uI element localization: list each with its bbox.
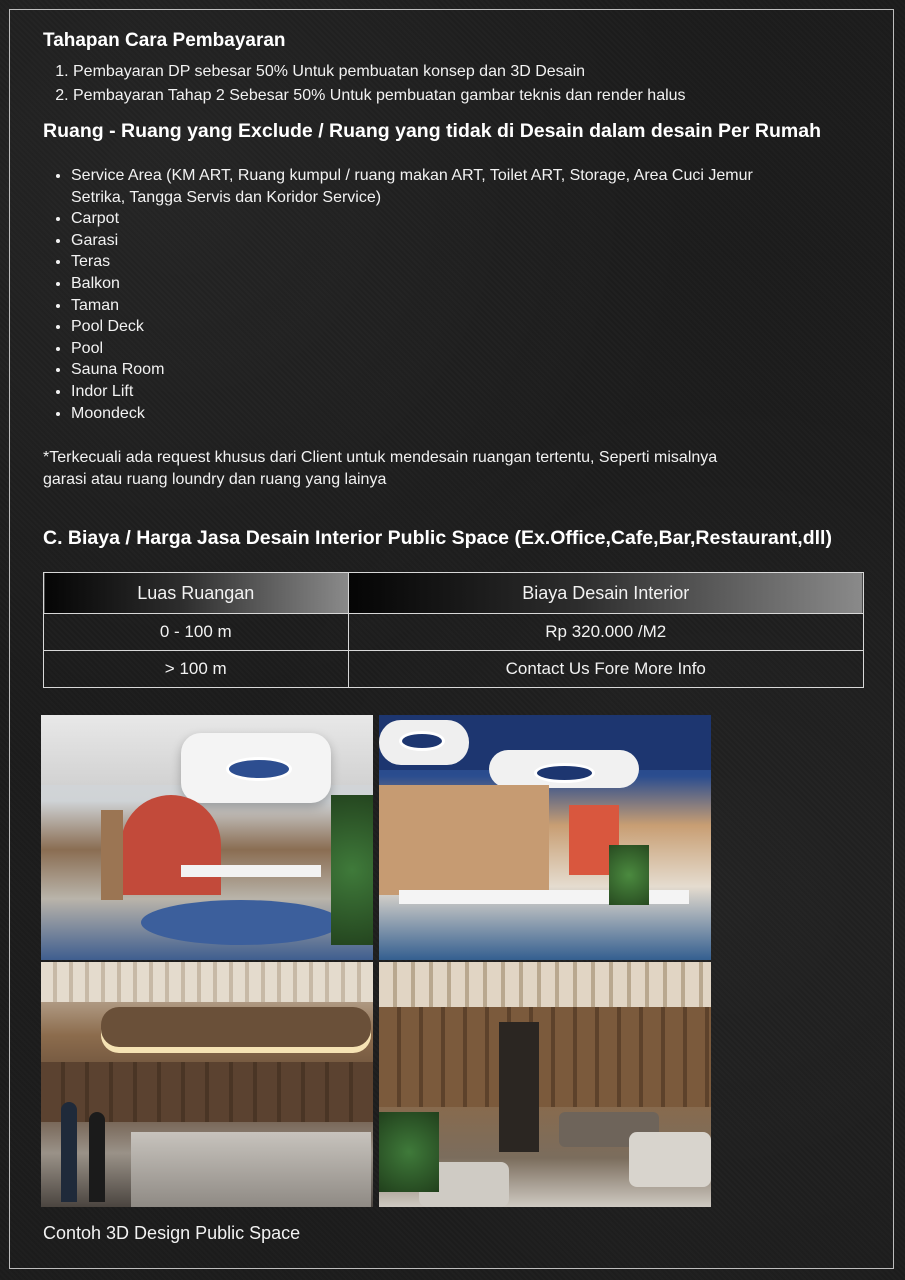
exception-note: *Terkecuali ada request khusus dari Client untuk mendesain ruangan tertentu, Seperti misalnya garasi atau ruang loundry dan ruang yang lainya	[43, 449, 718, 489]
excluded-room: • Balkon	[71, 273, 873, 295]
payment-step: 2. Pembayaran Tahap 2 Sebesar 50% Untuk pembuatan gambar teknis dan render halus	[73, 84, 873, 108]
header-fee: Biaya Desain Interior	[348, 573, 863, 614]
office-render-image	[379, 715, 711, 960]
cell-area: 0 - 100 m	[44, 614, 349, 651]
excluded-rooms-list	[43, 165, 873, 424]
excluded-room: • Teras	[71, 251, 873, 273]
excluded-title: Ruang - Ruang yang Exclude / Ruang yang tidak di Desain dalam desain Per Rumah	[43, 120, 822, 142]
excluded-room: • Garasi	[71, 230, 873, 252]
public-space-title: C. Biaya / Harga Jasa Desain Interior Public Space (Ex.Office,Cafe,Bar,Restaurant,dll)	[43, 527, 832, 550]
excluded-room: • Pool	[71, 338, 873, 360]
cell-fee: Contact Us Fore More Info	[348, 651, 863, 688]
excluded-room: • Pool Deck	[71, 316, 873, 338]
cell-area: > 100 m	[44, 651, 349, 688]
render-gallery	[41, 715, 713, 1209]
header-area: Luas Ruangan	[44, 573, 349, 614]
table-row	[44, 614, 864, 651]
excluded-room: • Indor Lift	[71, 381, 873, 403]
cell-fee: Rp 320.000 /M2	[348, 614, 863, 651]
price-table	[43, 572, 864, 688]
table-row	[44, 651, 864, 688]
gallery-caption: Contoh 3D Design Public Space	[43, 1223, 301, 1243]
cafe-render-image	[41, 962, 373, 1207]
excluded-room: • Sauna Room	[71, 359, 873, 381]
excluded-room: • Taman	[71, 295, 873, 317]
main-content	[43, 30, 873, 688]
excluded-room: • Service Area (KM ART, Ruang kumpul / ruang makan ART, Toilet ART, Storage, Area Cuci Jemur Setrika, Tangga Servis dan Koridor Service)	[71, 165, 771, 208]
payment-title: Tahapan Cara Pembayaran	[43, 30, 286, 51]
excluded-room: • Carpot	[71, 208, 873, 230]
table-header-row	[44, 573, 864, 614]
office-render-image	[41, 715, 373, 960]
payment-steps	[43, 60, 873, 108]
excluded-room: • Moondeck	[71, 403, 873, 425]
payment-step: 1. Pembayaran DP sebesar 50% Untuk pembuatan konsep dan 3D Desain	[73, 60, 873, 84]
lounge-render-image	[379, 962, 711, 1207]
